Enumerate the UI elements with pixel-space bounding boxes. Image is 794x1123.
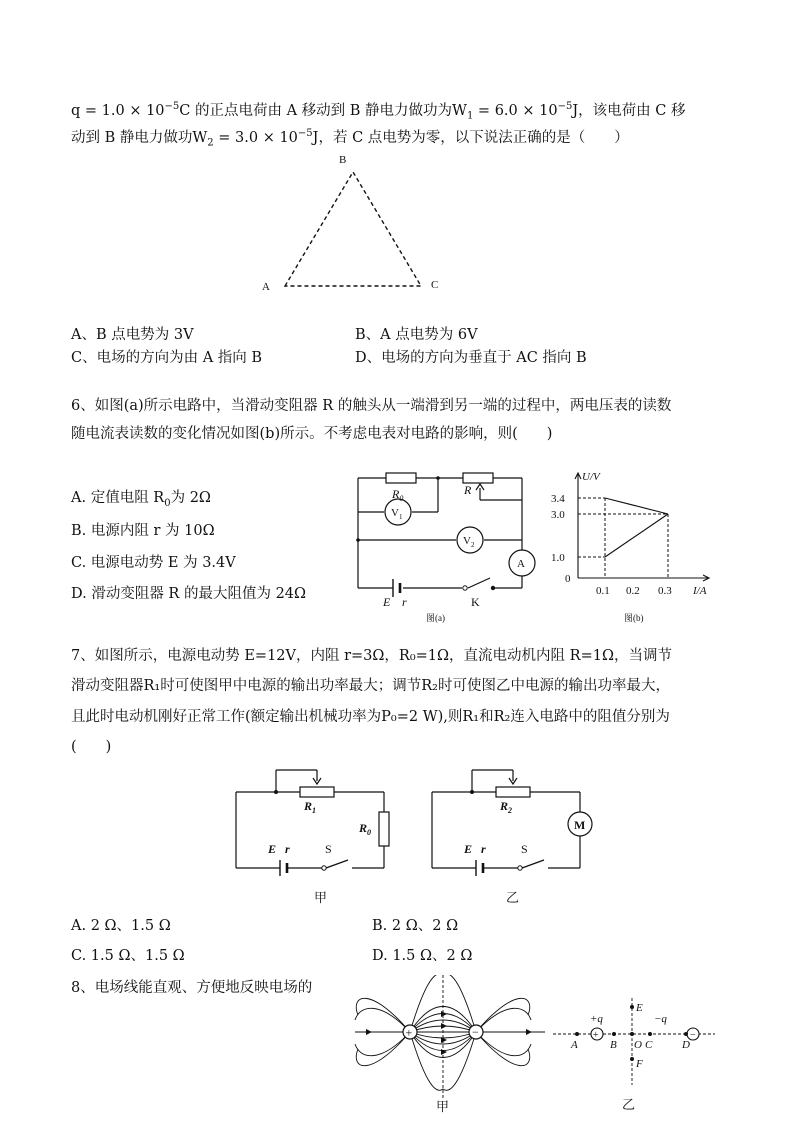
svg-text:S: S	[325, 842, 332, 856]
svg-text:0.2: 0.2	[626, 585, 640, 597]
svg-text:R0: $R_0$	[359, 821, 372, 837]
q5-stem-line1: $q = 1.0 \times 10^{-5}C$ 的正点电荷由 A 移动到 B 静电力做功为$W_1 = 6.0 \times 10^{-5}J$，该电荷由 C 移	[71, 101, 686, 122]
svg-text:V1: $V_1$	[391, 507, 403, 521]
svg-text:A: A	[571, 1039, 578, 1051]
q6-graph-b	[548, 466, 728, 626]
svg-text:D: D	[682, 1039, 690, 1051]
svg-text:图(b): 图(b)	[624, 613, 644, 623]
svg-text:r: r	[285, 842, 290, 856]
svg-text:−q: −q	[654, 1013, 667, 1025]
q6-circuit-a	[350, 466, 545, 626]
svg-text:r: r	[402, 595, 407, 609]
svg-text:S: S	[521, 842, 528, 856]
svg-text:R0: $R_0$	[392, 487, 404, 503]
q6-option-d[interactable]: D. 滑动变阻器 R 的最大阻值为 24Ω	[71, 586, 307, 602]
svg-text:3.0: 3.0	[551, 509, 565, 521]
q7-circuit-yi	[424, 764, 599, 909]
svg-text:+: +	[405, 1025, 413, 1040]
svg-text:r: r	[481, 842, 486, 856]
label-a: A	[262, 281, 270, 293]
svg-text:0.1: 0.1	[596, 585, 610, 597]
svg-text:3.4: 3.4	[551, 493, 565, 505]
svg-text:R2: $R_2$	[500, 799, 513, 815]
svg-text:R: R	[464, 483, 472, 497]
q6-stem-line2: 随电流表读数的变化情况如图(b)所示。不考虑电表对电路的影响，则( )	[71, 426, 553, 442]
q8-field-lines-jia	[350, 975, 550, 1115]
q7-option-b[interactable]: B. 2 Ω、2 Ω	[372, 918, 459, 934]
q7-stem-line3: 且此时电动机刚好正常工作(额定输出机械功率为P₀=2 W),则R₁和R₂连入电路中的阻值分别为	[71, 709, 670, 725]
q6-option-c[interactable]: C. 电源电动势 E 为 3.4V	[71, 555, 236, 571]
q5-option-a[interactable]: A、B 点电势为 3V	[71, 327, 194, 343]
svg-text:−: −	[472, 1025, 479, 1039]
q7-option-d[interactable]: D. 1.5 Ω、2 Ω	[372, 948, 473, 964]
svg-text:M: M	[574, 818, 586, 832]
svg-text:−: −	[690, 1030, 696, 1041]
q5-stem-line2: 动到 B 静电力做功$W_2 = 3.0 \times 10^{-5}J$，若 C 点电势为零，以下说法正确的是（ ）	[71, 128, 629, 149]
q6-stem-line1: 6、如图(a)所示电路中，当滑动变阻器 R 的触头从一端滑到另一端的过程中，两电压表的读数	[71, 398, 672, 414]
q7-stem-line2: 滑动变阻器R₁时可使图甲中电源的输出功率最大；调节R₂时可使图乙中电源的输出功率最大，	[71, 678, 670, 694]
svg-text:图(a): 图(a)	[426, 613, 445, 623]
svg-text:C: C	[645, 1039, 653, 1051]
q7-option-c[interactable]: C. 1.5 Ω、1.5 Ω	[71, 948, 185, 964]
svg-text:0.3: 0.3	[658, 585, 672, 597]
svg-text:F: F	[636, 1058, 643, 1070]
label-c: C	[431, 279, 439, 291]
q6-option-a[interactable]: A. 定值电阻 $R_0$为 2Ω	[71, 490, 211, 509]
svg-text:1.0: 1.0	[551, 552, 565, 564]
q8-stem-line1: 8、电场线能直观、方便地反映电场的	[71, 980, 313, 996]
svg-text:K: K	[471, 595, 480, 609]
svg-text:E: E	[464, 842, 473, 856]
svg-text:O: O	[634, 1039, 642, 1051]
svg-text:E: E	[268, 842, 277, 856]
svg-text:E: E	[383, 595, 391, 609]
q7-stem-line4: ( )	[71, 739, 112, 755]
q5-option-b[interactable]: B、A 点电势为 6V	[355, 327, 478, 343]
q8-charges-yi	[550, 995, 720, 1117]
svg-text:+q: +q	[590, 1013, 603, 1025]
svg-text:乙: 乙	[506, 890, 520, 905]
label-b: B	[339, 154, 347, 166]
q6-option-b[interactable]: B. 电源内阻 r 为 10Ω	[71, 523, 215, 539]
q7-circuit-jia	[228, 764, 398, 909]
svg-text:R1: $R_1$	[304, 799, 317, 815]
triangle-abc	[285, 172, 421, 286]
svg-text:0: 0	[565, 573, 571, 585]
svg-text:+: +	[593, 1030, 599, 1041]
svg-text:V2: $V_2$	[463, 535, 475, 549]
svg-text:甲: 甲	[436, 1099, 450, 1114]
q5-option-c[interactable]: C、电场的方向为由 A 指向 B	[71, 350, 263, 366]
svg-text:甲: 甲	[314, 890, 328, 905]
svg-text:乙: 乙	[622, 1097, 636, 1112]
svg-text:E: E	[636, 1002, 643, 1014]
q5-triangle-figure	[255, 150, 455, 295]
svg-text:A: A	[517, 558, 525, 570]
q7-option-a[interactable]: A. 2 Ω、1.5 Ω	[71, 918, 171, 934]
svg-text:I/A: I/A	[693, 585, 707, 597]
svg-text:B: B	[610, 1039, 617, 1051]
q7-stem-line1: 7、如图所示，电源电动势 E=12V，内阻 r=3Ω，R₀=1Ω，直流电动机内阻 R=1Ω，当调节	[71, 648, 672, 664]
q5-option-d[interactable]: D、电场的方向为垂直于 AC 指向 B	[355, 350, 587, 366]
svg-text:U/V: U/V	[582, 471, 600, 483]
